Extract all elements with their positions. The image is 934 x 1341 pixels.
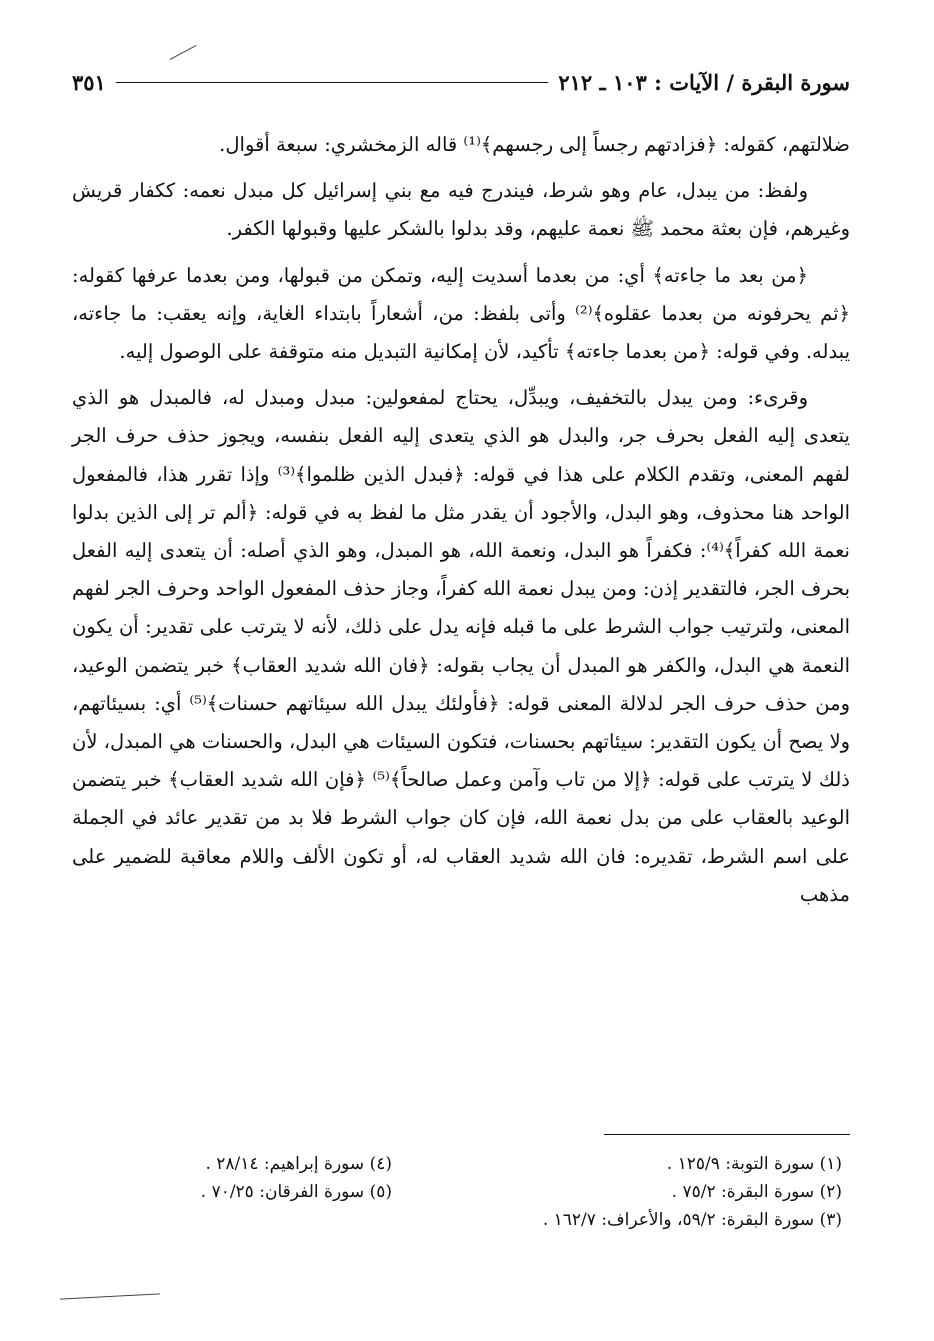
footnotes-left-column: [100, 1150, 392, 1234]
paragraph-1: ضلالتهم، كقوله: ﴿فزادتهم رجساً إلى رجسهم﴾⁽¹⁾ قاله الزمخشري: سبعة أقوال.: [219, 133, 850, 156]
header-rule: [116, 82, 549, 83]
scan-mark-top: [170, 45, 197, 60]
footnotes-right-column: [392, 1150, 842, 1234]
page-header: [72, 64, 850, 100]
footnote-5: (٥) سورة الفرقان: ٧٠/٢٥ .: [200, 1182, 392, 1202]
footnote-4: (٤) سورة إبراهيم: ٢٨/١٤ .: [205, 1154, 392, 1174]
footnote-separator: [604, 1134, 850, 1135]
scan-mark-bottom: [60, 1293, 160, 1299]
running-title: سورة البقرة / الآيات : ١٠٣ ـ ٢١٢: [558, 69, 850, 95]
main-text: [72, 126, 850, 922]
footnote-2: (٢) سورة البقرة: ٧٥/٢ .: [671, 1182, 842, 1202]
footnote-3: (٣) سورة البقرة: ٥٩/٢، والأعراف: ١٦٢/٧ .: [542, 1210, 842, 1230]
paragraph-2: ولفظ: من يبدل، عام وهو شرط، فيندرج فيه مع بني إسرائيل كل مبدل نعمه: ككفار قريش وغيرهم، فإن بعثة محمد ﷺ نعمة عليهم، وقد بدلوا بالشكر عليها وقبولها الكفر.: [72, 179, 850, 241]
page-number: ٣٥١: [72, 69, 106, 95]
footnote-1: (١) سورة التوبة: ١٢٥/٩ .: [666, 1154, 842, 1174]
paragraph-3: ﴿من بعد ما جاءته﴾ أي: من بعدما أسديت إليه، وتمكن من قبولها، ومن بعدما عرفها كقوله: ﴿ثم يحرفونه من بعدما عقلوه﴾⁽²⁾ وأتى بلفظ: من، أشعاراً بابتداء الغاية، وإنه يعقب: ما جاءته، يبدله. وفي قوله: ﴿من بعدما جاءته﴾ تأكيد، لأن إمكانية التبديل منه متوقفة على الوصول إليه.: [72, 263, 850, 364]
footnotes: [100, 1150, 842, 1234]
paragraph-4: وقرىء: ومن يبدل بالتخفيف، ويبدِّل، يحتاج لمفعولين: مبدل ومبدل له، فالمبدل هو الذي يتعدى إليه الفعل بحرف جر، والبدل هو الذي يتعدى إليه الفعل بنفسه، ويجوز حذف حرف الجر لفهم المعنى، وتقدم الكلام على هذا في قوله: ﴿فبدل الذين ظلموا﴾⁽³⁾ وإذا تقرر هذا، فالمفعول الواحد هنا محذوف، وهو البدل، والأجود أن يقدر مثل ما لفظ به في قوله: ﴿ألم تر إلى الذين بدلوا نعمة الله كفراً﴾⁽⁴⁾: فكفراً هو البدل، ونعمة الله، هو المبدل، وهو الذي أصله: أن يتعدى إليه الفعل بحرف الجر، فالتقدير إذن: ومن يبدل نعمة الله كفراً، وجاز حذف المفعول الواحد وحرف الجر لفهم المعنى، ولترتيب جواب الشرط على ما قبله فإنه يدل على ذلك، لأنه لا يترتب على تقدير: أن يكون النعمة هي البدل، والكفر هو المبدل أن يجاب بقوله: ﴿فان الله شديد العقاب﴾ خبر يتضمن الوعيد، ومن حذف حرف الجر لدلالة المعنى قوله: ﴿فأولئك يبدل الله سيئاتهم حسنات﴾⁽⁵⁾ أي: بسيئاتهم، ولا يصح أن يكون التقدير: سيئاتهم بحسنات، فتكون السيئات هي البدل، والحسنات هي المبدل، لأن ذلك لا يترتب على قوله: ﴿إلا من تاب وآمن وعمل صالحاً﴾⁽⁵⁾ ﴿فإن الله شديد العقاب﴾ خبر يتضمن الوعيد بالعقاب على من بدل نعمة الله، فإن كان جواب الشرط فلا بد من تقدير عائد في الجملة على اسم الشرط، تقديره: فان الله شديد العقاب له، أو تكون الألف واللام معاقبة للضمير على مذهب: [72, 386, 850, 906]
